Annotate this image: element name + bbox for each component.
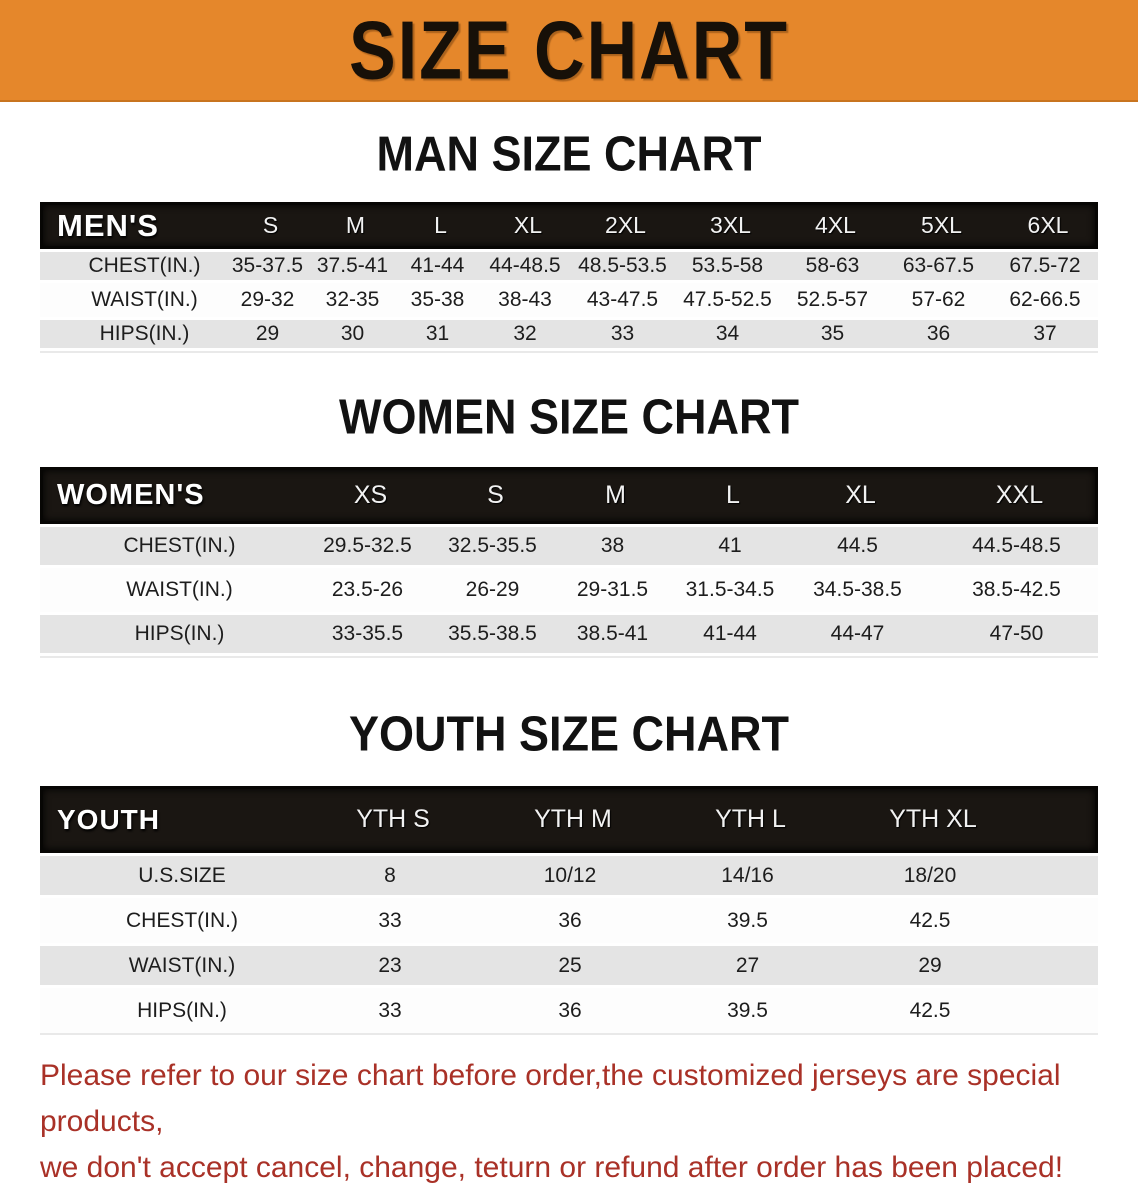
data-cell: 32.5-35.5: [448, 534, 537, 557]
data-cell: 34: [715, 322, 740, 345]
banner: [0, 0, 1138, 102]
data-cell: 23.5-26: [331, 578, 404, 601]
data-cell: 27: [735, 953, 760, 977]
data-cell: 29: [255, 322, 280, 345]
data-cell: 44-48.5: [489, 254, 561, 277]
table-row: [40, 283, 1098, 317]
column-header: XL: [513, 212, 543, 238]
data-cell: 41-44: [703, 622, 757, 645]
column-header: YTH XL: [889, 805, 977, 833]
table-row: [40, 988, 1098, 1033]
row-label: CHEST(IN.): [123, 534, 236, 557]
data-cell: 36: [558, 908, 582, 932]
row-label: WAIST(IN.): [91, 288, 198, 311]
footer-note-line2: we don't accept cancel, change, teturn or refund after order has been placed!: [40, 1151, 1064, 1184]
data-cell: 35-37.5: [231, 254, 304, 277]
table-row: [40, 568, 1098, 612]
table-header-row: [40, 202, 1098, 249]
data-cell: 58-63: [805, 254, 860, 277]
data-cell: 62-66.5: [1009, 288, 1081, 311]
men-section-title: MAN SIZE CHART: [376, 125, 762, 182]
table-row: [40, 943, 1098, 988]
table-corner-label: WOMEN'S: [57, 479, 205, 511]
column-header: XL: [845, 481, 876, 509]
data-cell: 53.5-58: [691, 254, 764, 277]
table-row: [40, 524, 1098, 568]
table-row: [40, 898, 1098, 943]
data-cell: 39.5: [727, 908, 768, 932]
data-cell: 38-43: [498, 288, 552, 311]
men-size-table: [40, 202, 1098, 351]
column-header: 4XL: [815, 212, 856, 238]
data-cell: 32: [513, 322, 537, 345]
row-label: WAIST(IN.): [126, 578, 233, 601]
data-cell: 8: [384, 863, 396, 887]
table-row: [40, 249, 1098, 283]
data-cell: 63-67.5: [902, 254, 975, 277]
banner-title: SIZE CHART: [349, 3, 789, 97]
data-cell: 52.5-57: [796, 288, 869, 311]
footer-note: [40, 1053, 1110, 1191]
data-cell: 10/12: [543, 863, 597, 887]
data-cell: 43-47.5: [586, 288, 659, 311]
data-cell: 29: [918, 953, 942, 977]
column-header: 2XL: [605, 212, 646, 238]
data-cell: 38.5-41: [576, 622, 649, 645]
data-cell: 25: [558, 953, 582, 977]
column-header: L: [434, 212, 447, 238]
data-cell: 44.5: [837, 534, 878, 557]
data-cell: 29-31.5: [576, 578, 649, 601]
table-corner-label: YOUTH: [57, 803, 160, 835]
data-cell: 47.5-52.5: [683, 288, 772, 311]
data-cell: 57-62: [911, 288, 966, 311]
data-cell: 37.5-41: [316, 254, 389, 277]
row-label: HIPS(IN.): [137, 998, 227, 1022]
data-cell: 35: [820, 322, 845, 345]
table-row: [40, 853, 1098, 898]
data-cell: 33: [378, 908, 402, 932]
data-cell: 23: [378, 953, 402, 977]
column-header: YTH M: [534, 805, 612, 833]
table-header-row: [40, 786, 1098, 853]
row-label: WAIST(IN.): [128, 953, 236, 977]
data-cell: 29.5-32.5: [323, 534, 412, 557]
column-header: M: [605, 481, 626, 509]
data-cell: 35.5-38.5: [448, 622, 537, 645]
women-size-table: [40, 467, 1098, 656]
data-cell: 41: [718, 534, 742, 557]
data-cell: 47-50: [989, 622, 1044, 645]
data-cell: 36: [558, 998, 582, 1022]
table-row: [40, 317, 1098, 351]
data-cell: 38.5-42.5: [972, 578, 1061, 601]
data-cell: 39.5: [727, 998, 768, 1022]
data-cell: 14/16: [721, 863, 774, 887]
row-label: U.S.SIZE: [138, 863, 226, 887]
column-header: L: [726, 481, 740, 509]
data-cell: 37: [1033, 322, 1057, 345]
data-cell: 48.5-53.5: [578, 254, 667, 277]
column-header: 5XL: [921, 212, 962, 238]
column-header: 3XL: [710, 212, 751, 238]
youth-size-table: [40, 786, 1098, 1033]
data-cell: 26-29: [465, 578, 520, 601]
column-header: S: [487, 481, 504, 509]
table-row: [40, 612, 1098, 656]
table-corner-label: MEN'S: [57, 207, 159, 243]
youth-section-title: YOUTH SIZE CHART: [348, 705, 789, 762]
row-label: HIPS(IN.): [99, 322, 190, 345]
data-cell: 42.5: [909, 908, 951, 932]
row-label: CHEST(IN.): [126, 908, 238, 932]
data-cell: 33: [610, 322, 635, 345]
column-header: M: [345, 212, 366, 238]
data-cell: 38: [600, 534, 625, 557]
data-cell: 44-47: [830, 622, 885, 645]
footer-note-line1: Please refer to our size chart before order,the customized jerseys are special products,: [40, 1059, 1061, 1138]
column-header: XXL: [995, 481, 1044, 509]
column-header: 6XL: [1027, 212, 1069, 238]
women-section-title: WOMEN SIZE CHART: [339, 388, 799, 445]
data-cell: 33: [378, 998, 402, 1022]
column-header: YTH S: [356, 805, 430, 833]
column-header: YTH L: [715, 805, 786, 833]
data-cell: 31: [425, 322, 450, 345]
data-cell: 33-35.5: [331, 622, 404, 645]
data-cell: 67.5-72: [1009, 254, 1081, 277]
column-header: XS: [353, 481, 388, 509]
row-label: HIPS(IN.): [134, 622, 225, 645]
table-header-row: [40, 467, 1098, 524]
data-cell: 35-38: [410, 288, 465, 311]
data-cell: 41-44: [410, 254, 465, 277]
data-cell: 42.5: [909, 998, 951, 1022]
column-header: S: [262, 212, 279, 238]
data-cell: 44.5-48.5: [972, 534, 1061, 557]
data-cell: 34.5-38.5: [813, 578, 902, 601]
data-cell: 31.5-34.5: [685, 578, 775, 601]
data-cell: 30: [340, 322, 365, 345]
data-cell: 36: [926, 322, 951, 345]
data-cell: 32-35: [325, 288, 380, 311]
data-cell: 29-32: [240, 288, 295, 311]
data-cell: 18/20: [903, 863, 957, 887]
row-label: CHEST(IN.): [88, 254, 201, 277]
